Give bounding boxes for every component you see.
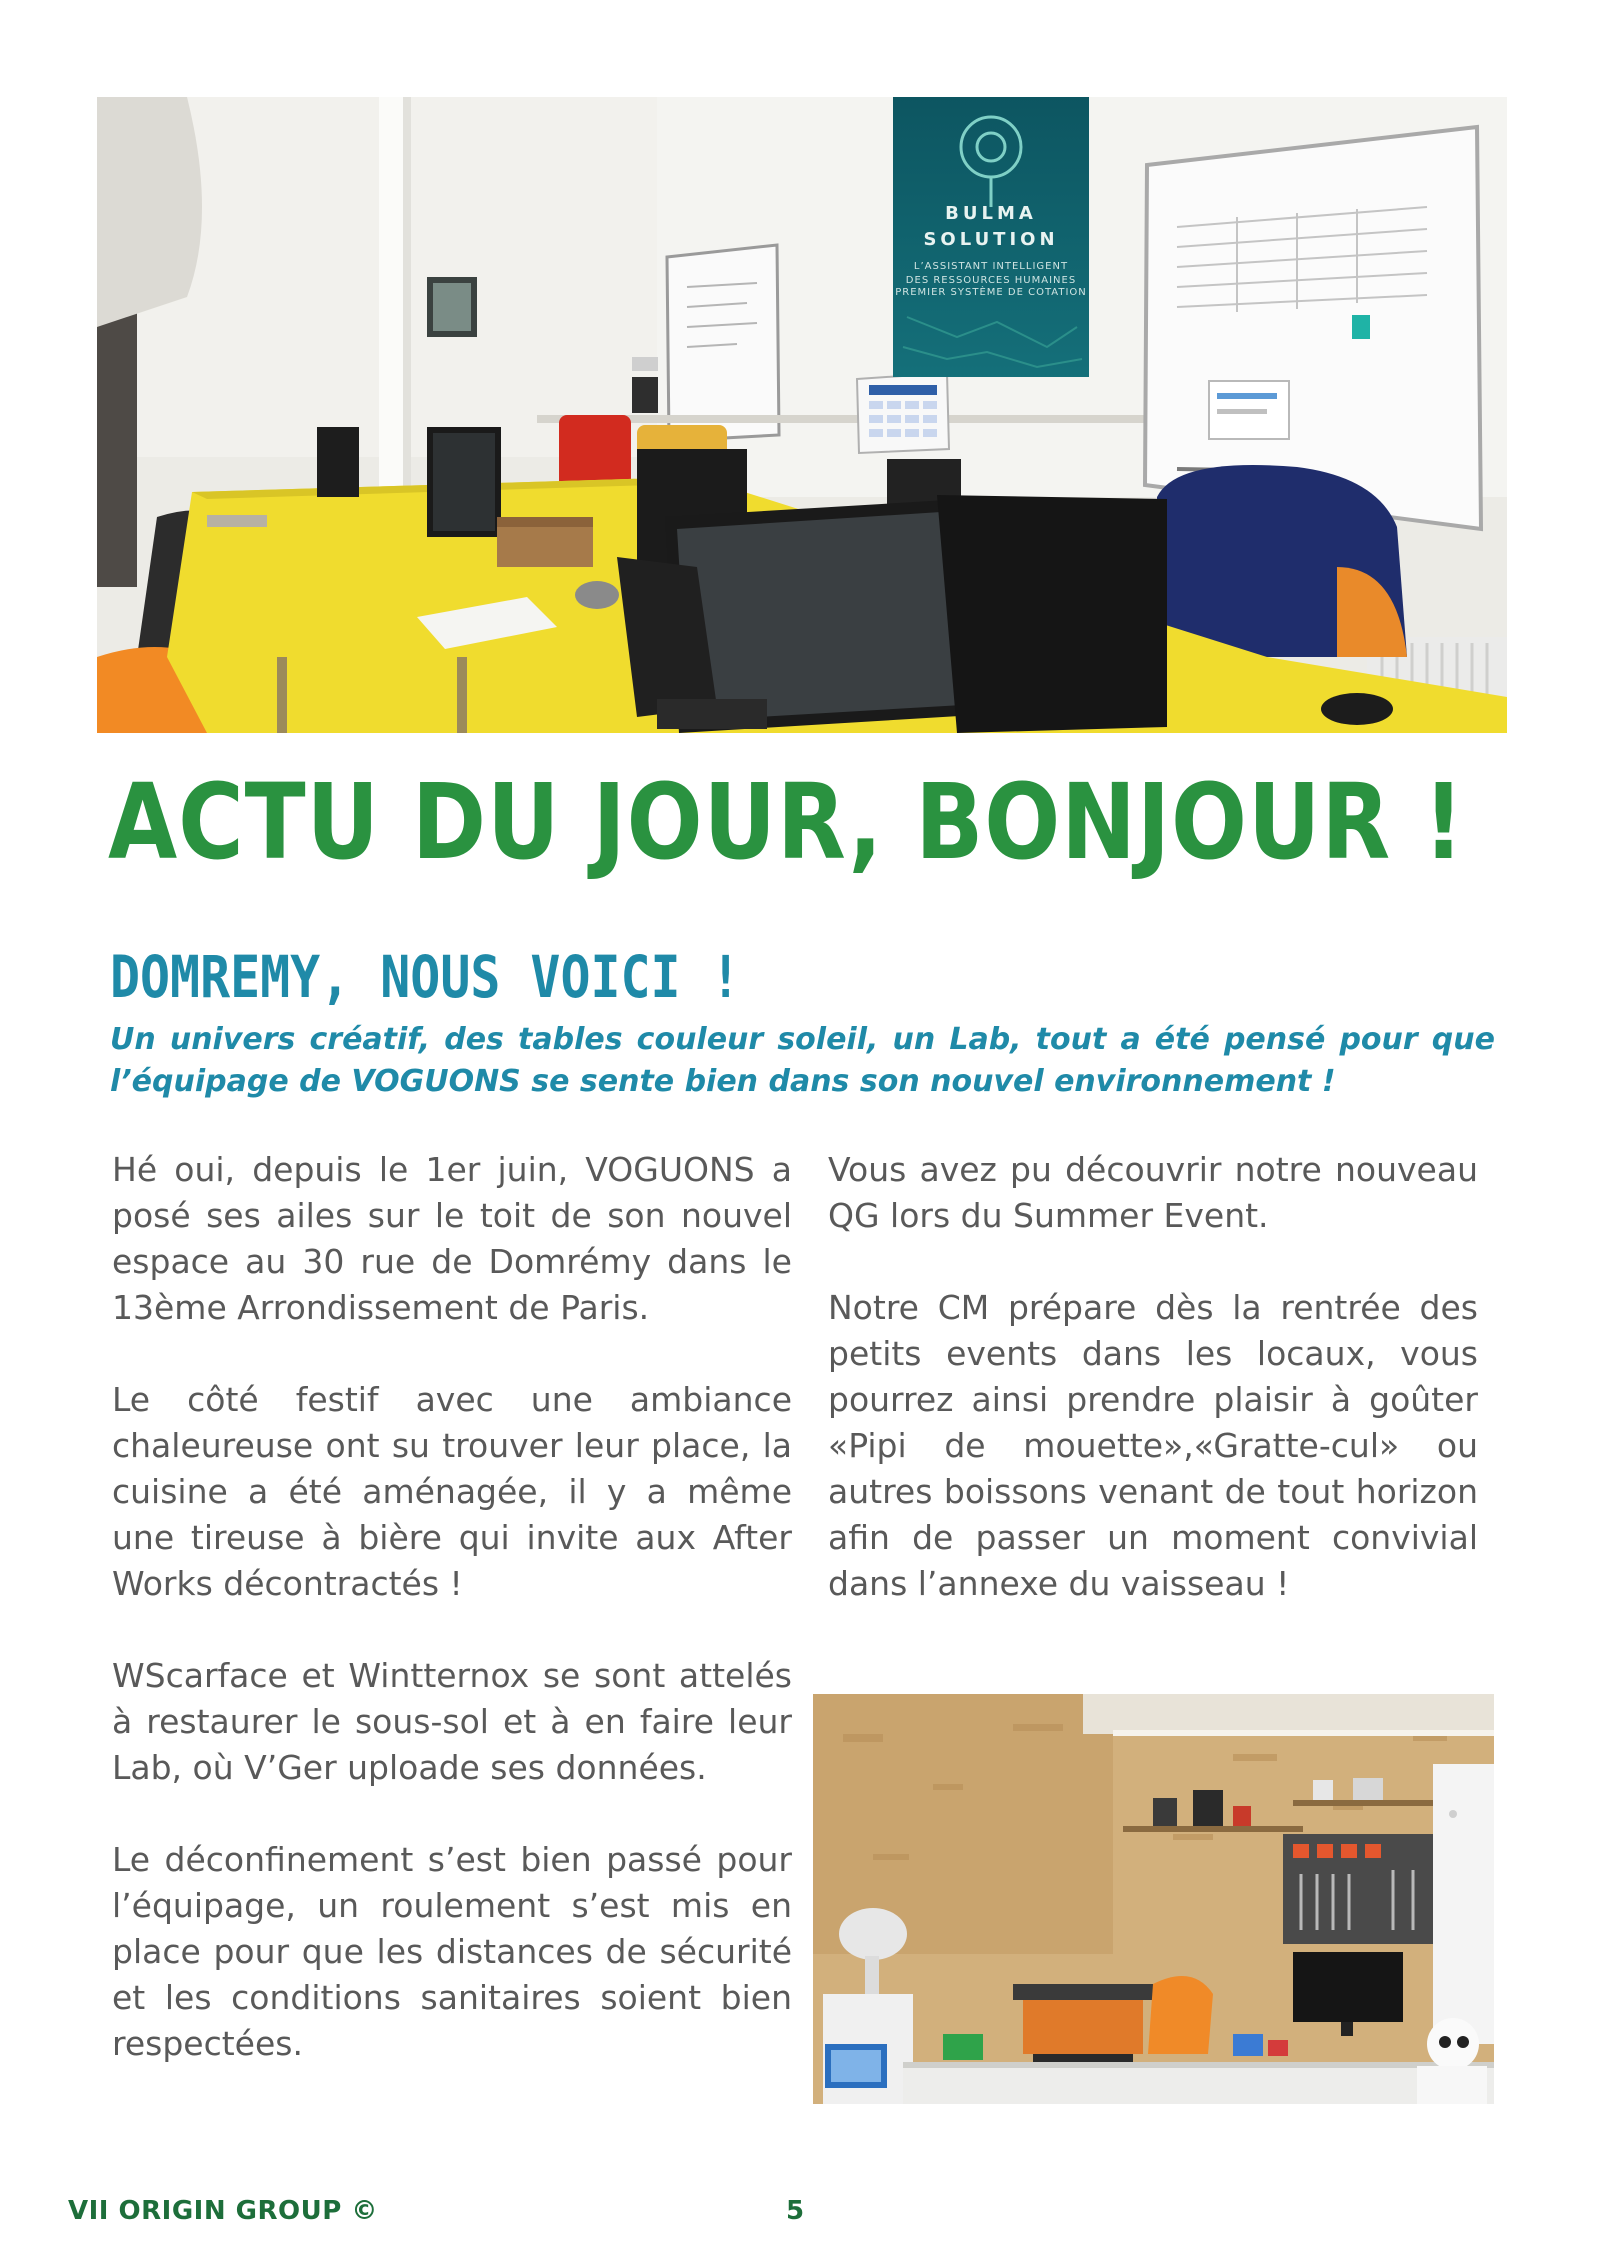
office-photo-illustration (97, 97, 1507, 733)
paragraph: Hé oui, depuis le 1er juin, VOGUONS a posé ses ailes sur le toit de son nouvel espace au 30 rue de Domrémy dans le 13ème Arrondissement de Paris. (112, 1150, 792, 1327)
article-lead: Un univers créatif, des tables couleur soleil, un Lab, tout a été pensé pour que l’équipage de VOGUONS se sente bien dans son nouvel environnement ! (110, 1022, 1495, 1099)
footer-brand: VII ORIGIN GROUP © (68, 2196, 378, 2226)
paragraph: Le déconfinement s’est bien passé pour l’équipage, un roulement s’est mis en place pour que les distances de sécurité et les conditions sanitaires soient bien respectées. (112, 1840, 792, 2063)
page-number: 5 (786, 2196, 805, 2226)
poster-line-1: BULMA (945, 203, 1037, 224)
poster-line-3: L’ASSISTANT INTELLIGENT (913, 261, 1069, 272)
paragraph: Notre CM prépare dès la rentrée des petits events dans les locaux, vous pourrez ainsi prendre plaisir à goûter «Pipi de mouette»,«Gratte-cul» ou autres boissons venant de tout horizon afin de passer un moment convivial dans l’annexe du vaisseau ! (828, 1288, 1478, 1603)
poster-line-4: DES RESSOURCES HUMAINES (905, 275, 1077, 286)
poster-line-2: SOLUTION (923, 229, 1059, 250)
poster-line-5: PREMIER SYSTÈME DE COTATION (895, 287, 1087, 298)
paragraph: Le côté festif avec une ambiance chaleureuse ont su trouver leur place, la cuisine a été aménagée, il y a même une tireuse à bière qui invite aux After Works décontractés ! (112, 1380, 792, 1603)
lab-photo-illustration (813, 1694, 1494, 2104)
article-subtitle: DOMREMY, NOUS VOICI ! (110, 943, 741, 1011)
right-column (828, 1147, 1478, 1607)
paragraph: WScarface et Wintternox se sont attelés à restaurer le sous-sol et à en faire leur Lab, où V’Ger uploade ses données. (112, 1656, 792, 1787)
article-title: ACTU DU JOUR, BONJOUR ! (108, 761, 1465, 883)
lab-photo (813, 1694, 1494, 2104)
paragraph: Vous avez pu découvrir notre nouveau QG lors du Summer Event. (828, 1150, 1478, 1235)
left-column (112, 1147, 792, 2067)
office-photo (97, 97, 1507, 733)
